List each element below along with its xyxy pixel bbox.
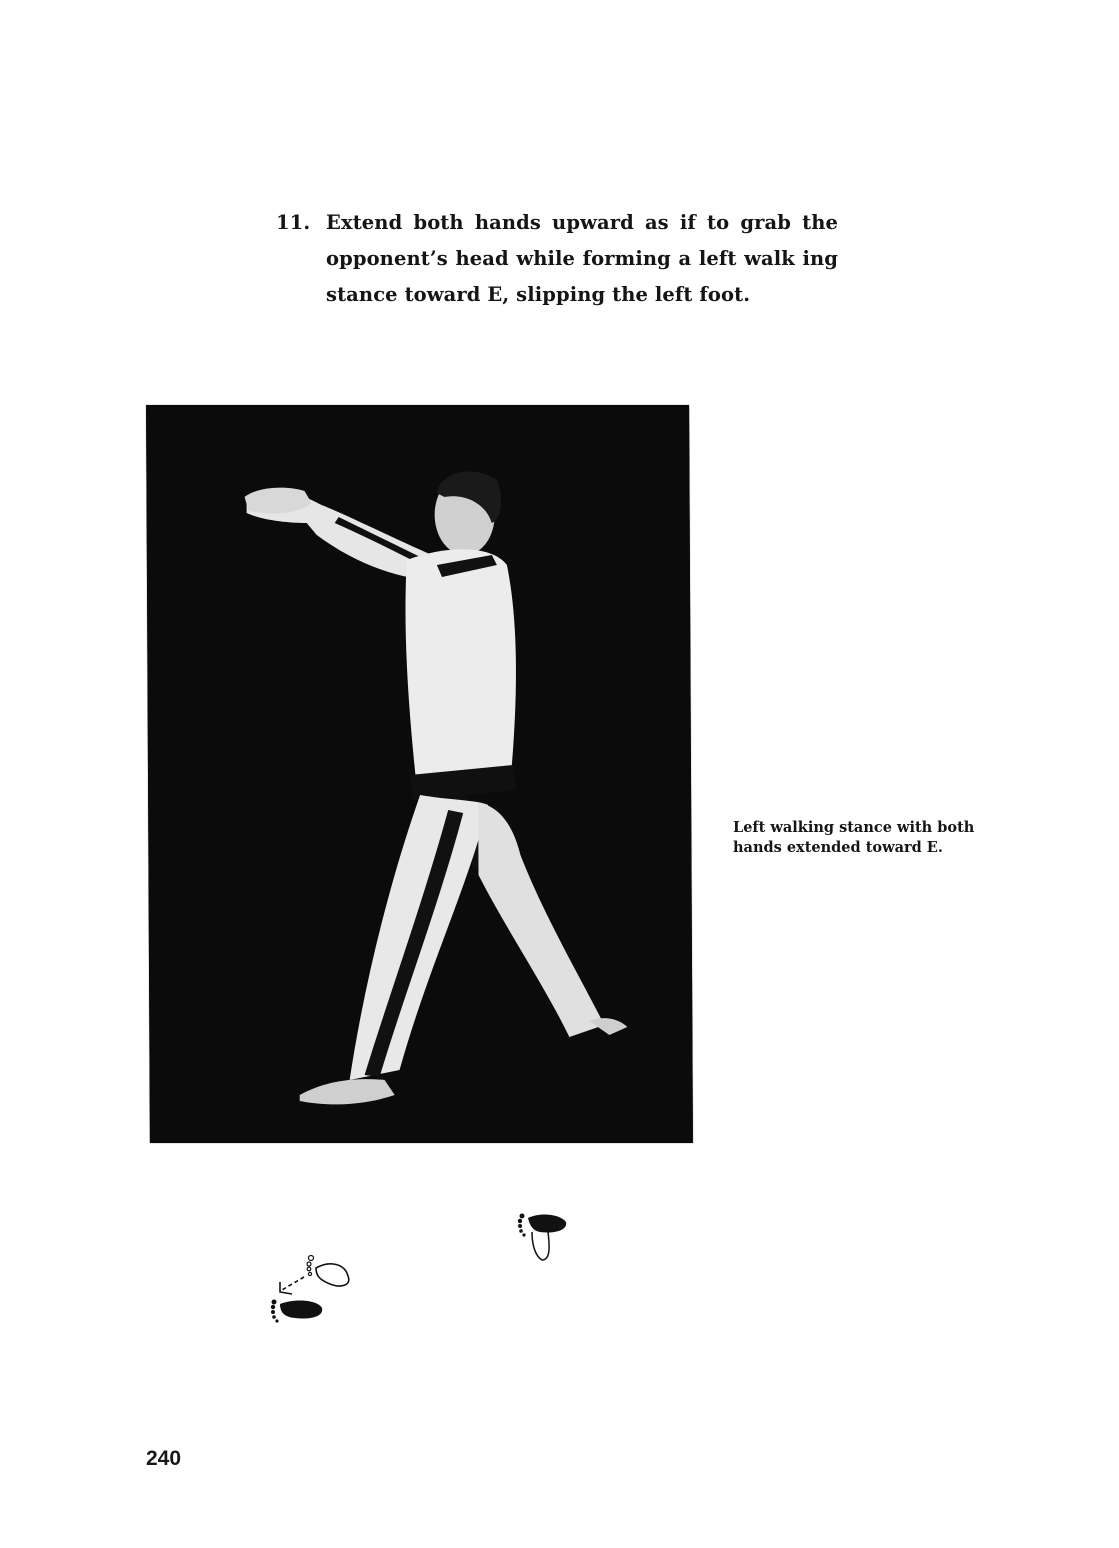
- footwork-diagram: [250, 1200, 600, 1340]
- martial-artist-figure-icon: [146, 405, 693, 1143]
- slip-arrow-icon: [280, 1277, 304, 1294]
- left-foot-outline-icon: [307, 1256, 349, 1286]
- caption-line-1: Left walking stance with both: [733, 819, 975, 836]
- step-number: 11.: [276, 211, 311, 234]
- step-text: Extend both hands upward as if to grab the opponent’s head while forming a left walk ing stance toward E, slipping the left foot.: [326, 211, 838, 306]
- left-foot-solid-icon: [271, 1300, 322, 1323]
- photo-caption: [733, 818, 1033, 858]
- caption-line-2: hands extended toward E.: [733, 839, 943, 856]
- technique-photo: [146, 405, 693, 1143]
- instruction-step: [276, 205, 856, 313]
- right-foot-icon: [518, 1214, 566, 1261]
- page-number: 240: [146, 1447, 182, 1470]
